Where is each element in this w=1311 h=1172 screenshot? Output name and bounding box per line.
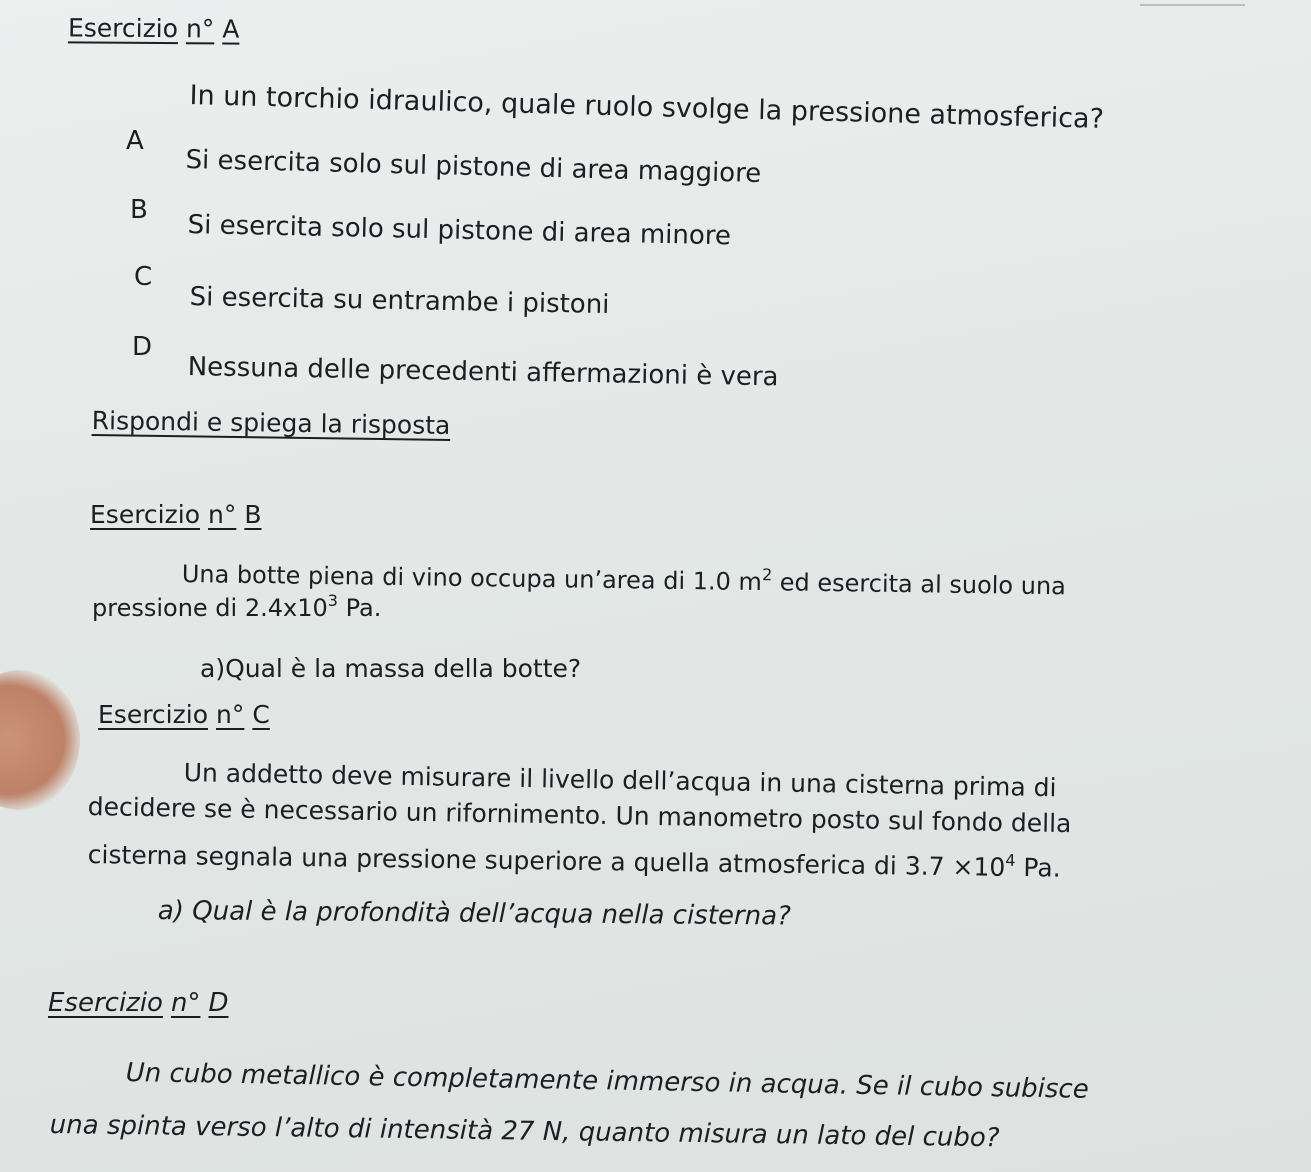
pressure-exponent: 3 (327, 591, 338, 610)
pressure-unit: Pa. (345, 594, 382, 622)
option-c-text: Si esercita su entrambe i pistoni (189, 282, 610, 321)
line-text: cisterna segnala una pressione superiore a quella atmosferica di (87, 840, 898, 881)
area-value: 1.0 m (692, 567, 763, 597)
exercise-b-title (90, 500, 270, 529)
title-letter: A (222, 14, 240, 44)
title-word: Esercizio (98, 700, 208, 729)
title-number-sign: n° (216, 700, 245, 729)
exercise-d-line-1: Un cubo metallico è completamente immerso in acqua. Se il cubo subisce (125, 1058, 1090, 1105)
pressure-value: 2.4x10 (244, 594, 328, 622)
exercise-b-line-2 (92, 591, 382, 622)
title-word: Esercizio (67, 13, 179, 44)
title-number-sign: n° (170, 988, 201, 1018)
exercise-b-question: a)Qual è la massa della botte? (200, 654, 582, 683)
option-b-text: Si esercita solo sul pistone di area minore (187, 210, 732, 252)
option-a-text: Si esercita solo sul pistone di area maggiore (185, 145, 762, 190)
pressure-exponent: 4 (1005, 850, 1016, 870)
exercise-c-question: a) Qual è la profondità dell’acqua nella cisterna? (157, 896, 792, 932)
title-letter: D (208, 988, 229, 1018)
line-text: Una botte piena di vino occupa un’area di (181, 560, 686, 596)
option-d-letter: D (132, 332, 153, 362)
option-d-text: Nessuna delle precedenti affermazioni è vera (187, 352, 779, 393)
title-word: Esercizio (48, 988, 163, 1018)
title-number-sign: n° (185, 14, 215, 44)
exercise-c-title (98, 700, 278, 729)
exercise-a-question: In un torchio idraulico, quale ruolo svolge la pressione atmosferica? (189, 80, 1105, 135)
title-letter: C (252, 700, 270, 729)
line-text: ed esercita al suolo una (779, 568, 1067, 601)
top-border-line (1140, 4, 1245, 6)
area-exponent: 2 (761, 565, 773, 585)
exercise-c-line-2: decidere se è necessario un rifornimento. Un manometro posto sul fondo della (87, 792, 1072, 839)
exercise-d-line-2: una spinta verso l’alto di intensità 27 N, quanto misura un lato del cubo? (49, 1110, 1000, 1154)
line-text: pressione di (92, 594, 238, 622)
pressure-value: 3.7 ×10 (904, 851, 1006, 882)
exercise-a-title (68, 13, 248, 43)
option-a-letter: A (126, 126, 144, 156)
title-word: Esercizio (90, 500, 200, 529)
exercise-c-line-1: Un addetto deve misurare il livello dell’acqua in una cisterna prima di (183, 758, 1057, 803)
exercise-c-line-3 (88, 840, 1061, 883)
option-b-letter: B (130, 195, 148, 225)
finger-shadow (0, 670, 80, 810)
exercise-d-title (48, 988, 236, 1018)
pressure-unit: Pa. (1023, 853, 1061, 883)
title-number-sign: n° (208, 500, 237, 529)
title-letter: B (244, 500, 262, 529)
option-c-letter: C (134, 262, 153, 292)
exercise-a-instruction: Rispondi e spiega la risposta (91, 406, 451, 441)
